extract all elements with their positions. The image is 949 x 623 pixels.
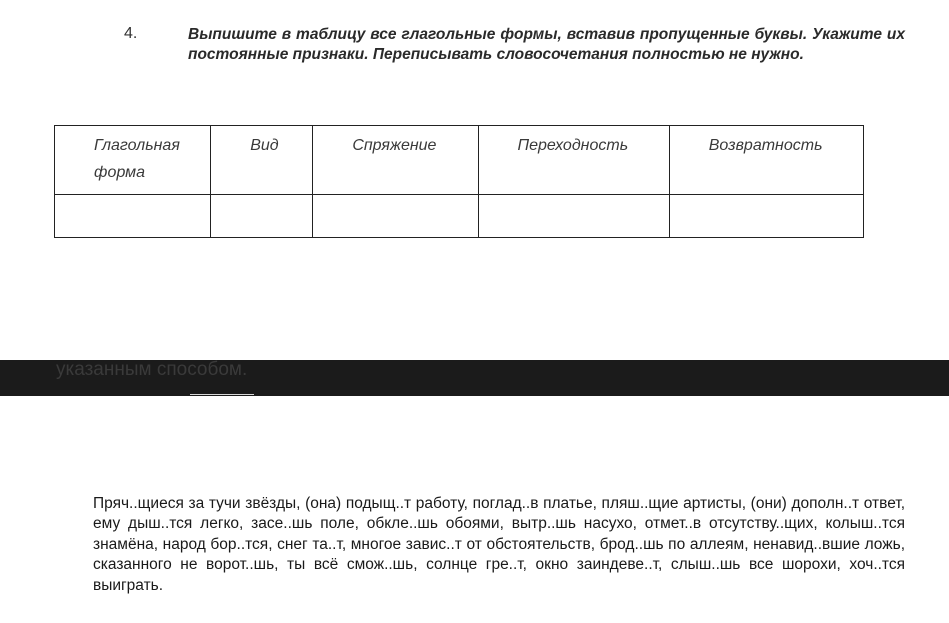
task-instruction: Выпишите в таблицу все глагольные формы, вставив пропущенные буквы. Укажите их постоянные признаки. Переписывать словосочетания полностью не нужно. (188, 26, 905, 63)
task-number: 4. (124, 25, 138, 42)
header-reflexivity: Возвратность (669, 126, 863, 195)
empty-cell (669, 195, 863, 238)
divider (190, 394, 254, 395)
dark-band (0, 360, 949, 396)
empty-cell (55, 195, 211, 238)
header-aspect: Вид (211, 126, 313, 195)
exercise-text: Пряч..щиеся за тучи звёзды, (она) подыщ..т работу, поглад..в платье, пляш..щие артисты, (они) дополн..т ответ, ему дыш..тся легко, засе..шь поле, обкле..шь обоями, вытр..шь насухо, отмет..в отсутству..щих, колыш..тся знамёна, народ бор..тся, снег та..т, многое завис..т от обстоятельств, брод..шь по аллеям, ненавид..вшие ложь, сказанного не ворот..шь, ты всё смож..шь, солнце гре..т, окно заиндеве..т, слыш..шь все шорохи, хоч..тся выиграть. (93, 495, 905, 594)
empty-cell (313, 195, 478, 238)
header-transitivity: Переходность (478, 126, 669, 195)
empty-cell (478, 195, 669, 238)
table-header-row (55, 126, 864, 195)
answer-table (54, 125, 864, 238)
empty-cell (211, 195, 313, 238)
band-text: указанным способом. (56, 360, 248, 380)
header-conjugation: Спряжение (313, 126, 478, 195)
table-row (55, 195, 864, 238)
header-verb-form: Глагольная форма (55, 126, 211, 195)
